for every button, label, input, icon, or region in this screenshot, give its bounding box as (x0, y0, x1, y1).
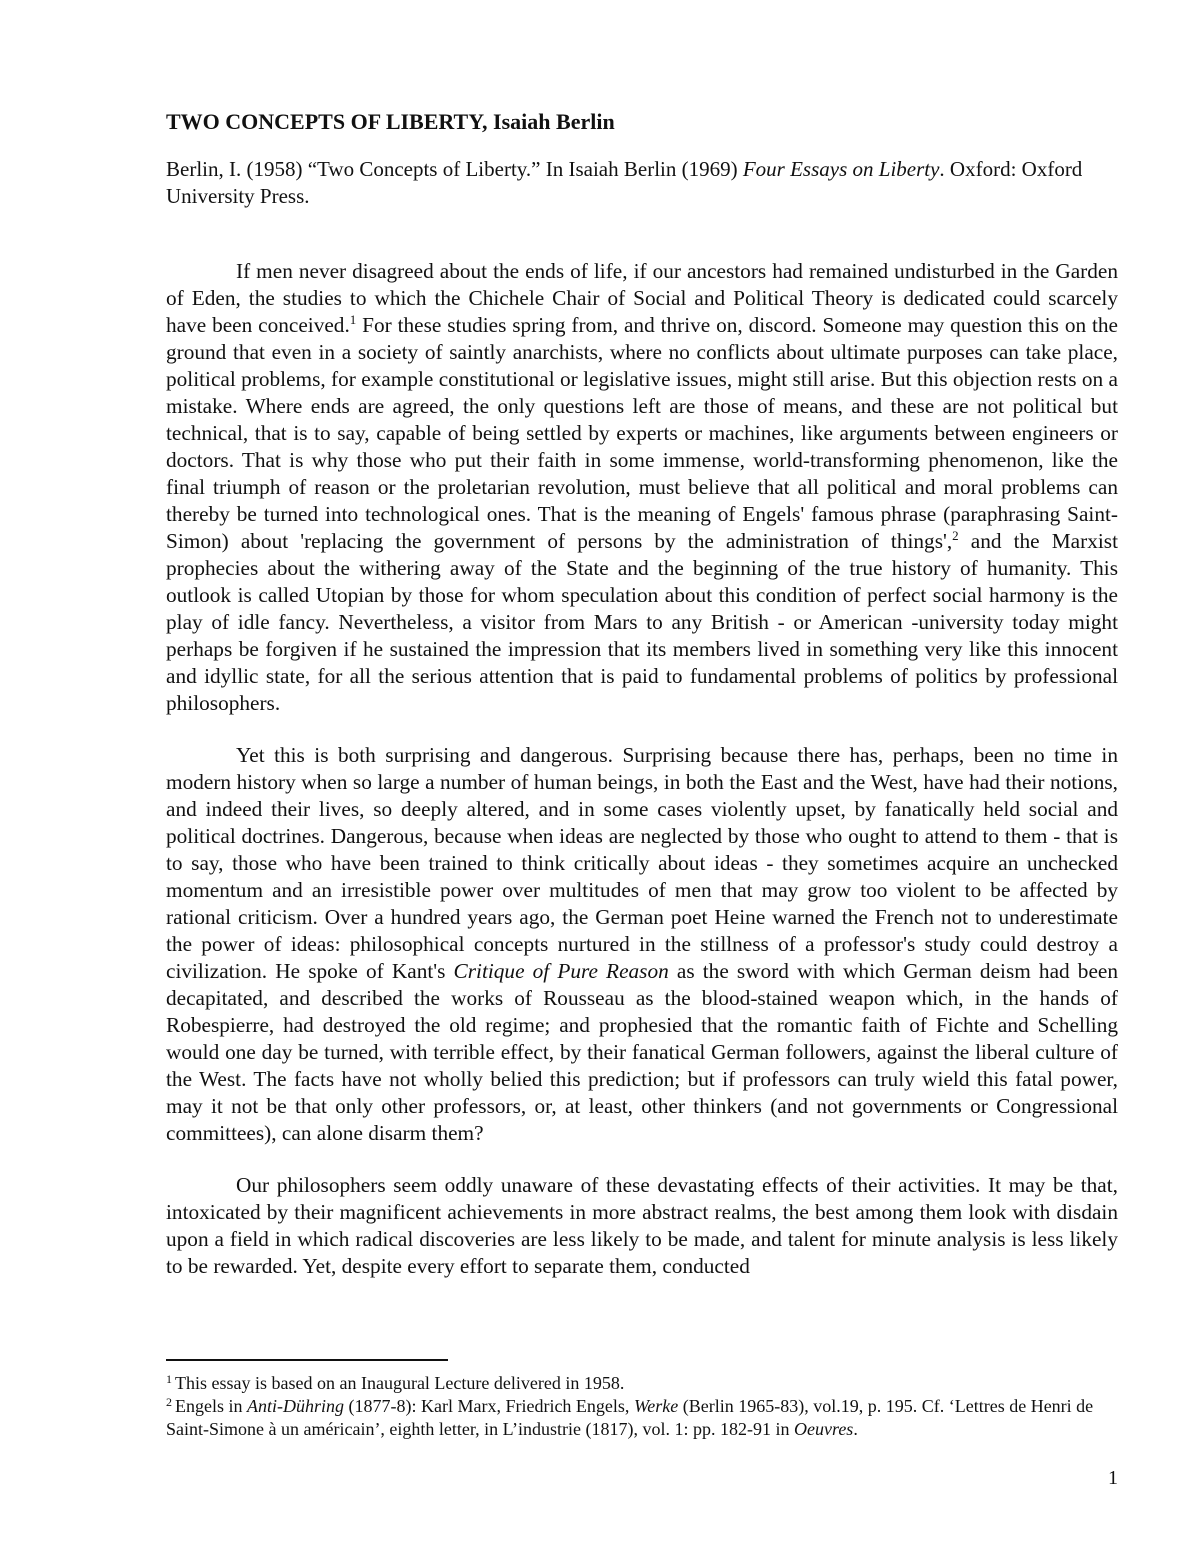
citation-publisher: . Oxford: Oxford University Press. (166, 157, 1083, 208)
footnote-text: (1877-8): Karl Marx, Friedrich Engels, (344, 1396, 634, 1416)
paragraph-2 (166, 742, 1118, 1147)
citation (166, 156, 1118, 210)
footnote-number: 1 (166, 1372, 172, 1386)
footnote-1 (166, 1372, 1118, 1395)
paragraph-text: Our philosophers seem oddly unaware of these devastating effects of their activities. It may be that, intoxicated by their magnificent achievements in more abstract realms, the best among them look with disdain upon a field in which radical discoveries are less likely to be made, and talent for minute analysis is less likely to be rewarded. Yet, despite every effort to separate them, conducted (166, 1173, 1118, 1278)
footnote-number: 2 (166, 1395, 172, 1409)
footnote-2 (166, 1395, 1118, 1441)
paragraph-text: For these studies spring from, and thrive on, discord. Someone may question this on the ground that even in a society of saintly anarchists, where no conflicts about ultimate purposes can take place, political problems, for example constitutional or legislative issues, might still arise. But this objection rests on a mistake. Where ends are agreed, the only questions left are those of means, and these are not political but technical, that is to say, capable of being settled by experts or machines, like arguments between engineers or doctors. That is why those who put their faith in some immense, world-transforming phenomenon, like the final triumph of reason or the proletarian revolution, must believe that all political and moral problems can thereby be turned into technological ones. That is the meaning of Engels' famous phrase (paraphrasing Saint-Simon) about 'replacing the government of persons by the administration of things', (166, 313, 1119, 553)
paragraph-text: Yet this is both surprising and dangerous. Surprising because there has, perhaps, been no time in modern history when so large a number of human beings, in both the East and the West, have had their notions, and indeed their lives, so deeply altered, and in some cases violently upset, by fanatically held social and political doctrines. Dangerous, because when ideas are neglected by those who ought to attend to them - that is to say, those who have been trained to think critically about ideas - they sometimes acquire an unchecked momentum and an irresistible power over multitudes of men that may grow too violent to be affected by rational criticism. Over a hundred years ago, the German poet Heine warned the French not to underestimate the power of ideas: philosophical concepts nurtured in the stillness of a professor's study could destroy a civilization. He spoke of Kant's (166, 743, 1118, 983)
document-title: TWO CONCEPTS OF LIBERTY, Isaiah Berlin (166, 109, 615, 134)
page-body (166, 108, 1118, 1280)
paragraph-3 (166, 1172, 1118, 1280)
citation-book-title: Four Essays on Liberty (742, 157, 940, 181)
paragraph-text: and the Marxist prophecies about the withering away of the State and the beginning of the true history of humanity. This outlook is called Utopian by those for whom speculation about this condition of perfect social harmony is the play of idle fancy. Nevertheless, a visitor from Mars to any British - or American -university today might perhaps be forgiven if he sustained the impression that its members lived in something very like this innocent and idyllic state, for all the serious attention that is paid to fundamental problems of politics by professional philosophers. (166, 529, 1118, 715)
footnote-italic-title: Werke (633, 1396, 679, 1416)
paragraph-text: as the sword with which German deism had been decapitated, and described the works of Rousseau as the blood-stained weapon which, in the hands of Robespierre, had destroyed the old regime; and prophesied that the romantic faith of Fichte and Schelling would one day be turned, with terrible effect, by their fanatical German followers, against the liberal culture of the West. The facts have not wholly belied this prediction; but if professors can truly wield this fatal power, may it not be that only other professors, or, at least, other thinkers (and not governments or Congressional committees), can alone disarm them? (166, 959, 1118, 1145)
citation-text: Berlin, I. (1958) “Two Concepts of Liberty.” In Isaiah Berlin (1969) (166, 157, 743, 181)
footnote-separator (166, 1359, 448, 1361)
footnote-italic-title: Anti-Dühring (247, 1396, 344, 1416)
book-title-italic: Critique of Pure Reason (453, 959, 669, 983)
footnote-text: Engels in (175, 1396, 247, 1416)
page-number: 1 (1108, 1467, 1118, 1489)
footnote-ref-2[interactable]: 2 (952, 528, 959, 543)
paragraph-text: If men never disagreed about the ends of life, if our ancestors had remained undisturbed in the Garden of Eden, the studies to which the Chichele Chair of Social and Political Theory is dedicated could scarcely have been conceived. (166, 259, 1118, 337)
footnote-text: This essay is based on an Inaugural Lecture delivered in 1958. (175, 1373, 625, 1393)
footnotes (166, 1372, 1118, 1441)
footnote-text: (Berlin 1965-83), vol.19, p. 195. Cf. ‘Lettres de Henri de Saint-Simone à un américain’, eighth letter, in L’industrie (1817), vol. 1: pp. 182-91 in (166, 1396, 1094, 1439)
footnote-italic-title: Oeuvres (794, 1419, 854, 1439)
paragraph-1 (166, 258, 1118, 717)
footnote-ref-1[interactable]: 1 (349, 312, 357, 327)
footnote-text: . (853, 1419, 858, 1439)
